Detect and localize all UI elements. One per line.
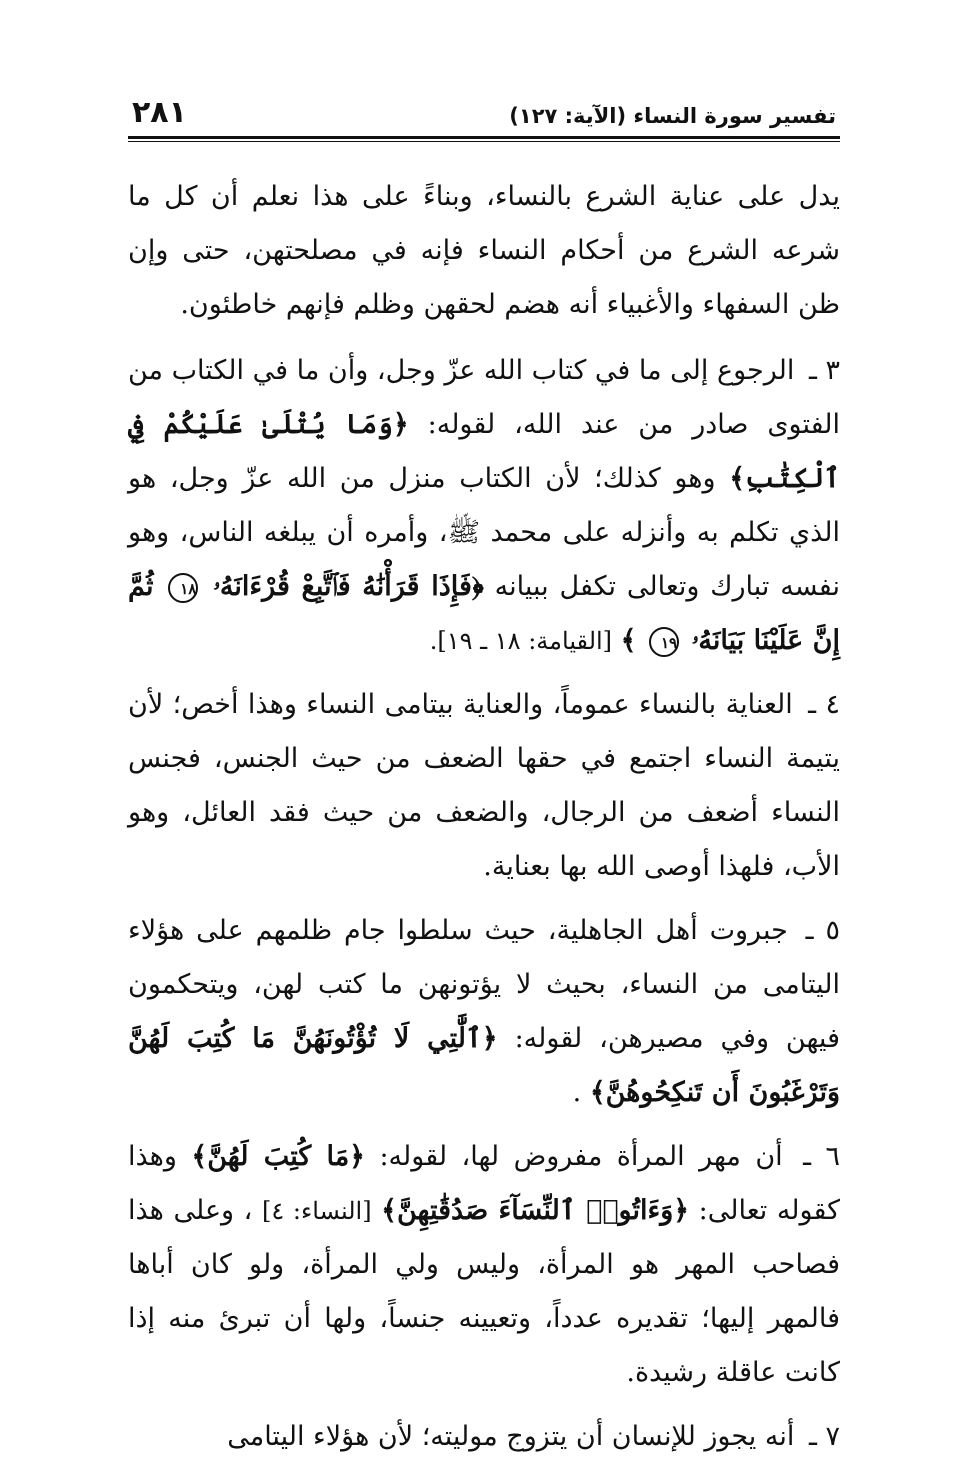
page-number: ٢٨١	[132, 95, 187, 130]
paragraph-text: ، وعلى هذا فصاحب المهر هو المرأة، وليس ولي المرأة، ولو كان أباها فالمهر إليها؛ تقديره عدداً، وتعيينه جنساً، ولها أن تبرئ منه إذا كانت عاقلة رشيدة.	[128, 1195, 840, 1388]
header-rule	[128, 136, 840, 139]
paragraph-text: يدل على عناية الشرع بالنساء، وبناءً على هذا نعلم أن كل ما شرعه الشرع من أحكام النساء فإنه في مصلحتهن، حتى وإن ظن السفهاء والأغبياء أنه هضم لحقهن وظلم فإنهم خاطئون.	[128, 181, 840, 320]
quran-quote: ﴿وَءَاتُوا۟ ٱلنِّسَآءَ صَدُقَٰتِهِنَّ﴾	[381, 1195, 690, 1226]
paragraph-point-5	[128, 904, 840, 1120]
quran-close-bracket: ﴾	[620, 625, 637, 656]
paragraph-text: جبروت أهل الجاهلية، حيث سلطوا جام ظلمهم على هؤلاء اليتامى من النساء، بحيث لا يؤتونهن ما كتب لهن، ويتحكمون فيهن وفي مصيرهن، لقوله:	[128, 915, 840, 1054]
quran-reference: [القيامة: ١٨ ـ ١٩].	[429, 627, 613, 655]
paragraph-text: العناية بالنساء عموماً، والعناية بيتامى النساء وهذا أخص؛ لأن يتيمة النساء اجتمع في حقها الضعف من حيث الجنس، فجنس النساء أضعف من الرجال، والضعف من حيث فقد العائل، وهو الأب، فلهذا أوصى الله بها بعناية.	[128, 689, 840, 882]
quran-quote: ﴿فَإِذَا قَرَأْنَٰهُ فَٱتَّبِعْ قُرْءَانَهُۥ	[213, 571, 484, 602]
running-header	[128, 90, 840, 136]
quran-quote: ثُمَّ إِنَّ عَلَيْنَا بَيَانَهُۥ	[128, 571, 840, 656]
paragraph-text: .	[572, 1077, 582, 1108]
header-title: تفسير سورة النساء (الآية: ١٢٧)	[509, 104, 836, 128]
paragraph-continuation	[128, 170, 840, 332]
paragraph-point-4	[128, 678, 840, 894]
quran-quote: ﴿وَمَا يُتْلَىٰ عَلَيْكُمْ فِي ٱلْكِتَٰبِ﴾	[128, 409, 840, 494]
point-number: ٣ ـ	[808, 355, 840, 386]
paragraph-point-3	[128, 344, 840, 668]
header-rule-thin	[128, 141, 840, 142]
paragraph-text: وهو كذلك؛ لأن الكتاب منزل من الله عزّ وجل، هو الذي تكلم به وأنزله على محمد ﷺ، وأمره أن يبلغه الناس، وهو نفسه تبارك وتعالى تكفل ببيانه	[128, 463, 841, 602]
quran-quote: ﴿مَا كُتِبَ لَهُنَّ﴾	[191, 1141, 366, 1172]
paragraph-point-7	[128, 1410, 840, 1464]
paragraph-text: أنه يجوز للإنسان أن يتزوج موليته؛ لأن هؤلاء اليتامى	[227, 1421, 795, 1452]
paragraph-text: أن مهر المرأة مفروض لها، لقوله:	[365, 1141, 783, 1172]
verse-end-marker: ١٩	[649, 627, 679, 657]
paragraph-text: الرجوع إلى ما في كتاب الله عزّ وجل، وأن ما في الكتاب من الفتوى صادر من عند الله، لقوله:	[128, 355, 840, 440]
book-page	[128, 90, 841, 1452]
page-content	[128, 170, 840, 1464]
quran-reference: [النساء: ٤]	[261, 1197, 372, 1225]
point-number: ٥ ـ	[805, 915, 840, 946]
paragraph-text: وهذا كقوله تعالى:	[128, 1141, 840, 1226]
paragraph-point-6	[128, 1130, 840, 1400]
point-number: ٧ ـ	[808, 1421, 840, 1452]
quran-quote: ﴿ٱلَّٰتِي لَا تُؤْتُونَهُنَّ مَا كُتِبَ لَهُنَّ وَتَرْغَبُونَ أَن تَنكِحُوهُنَّ﴾	[128, 1023, 840, 1108]
point-number: ٤ ـ	[808, 689, 840, 720]
point-number: ٦ ـ	[803, 1141, 840, 1172]
verse-end-marker: ١٨	[168, 573, 198, 603]
